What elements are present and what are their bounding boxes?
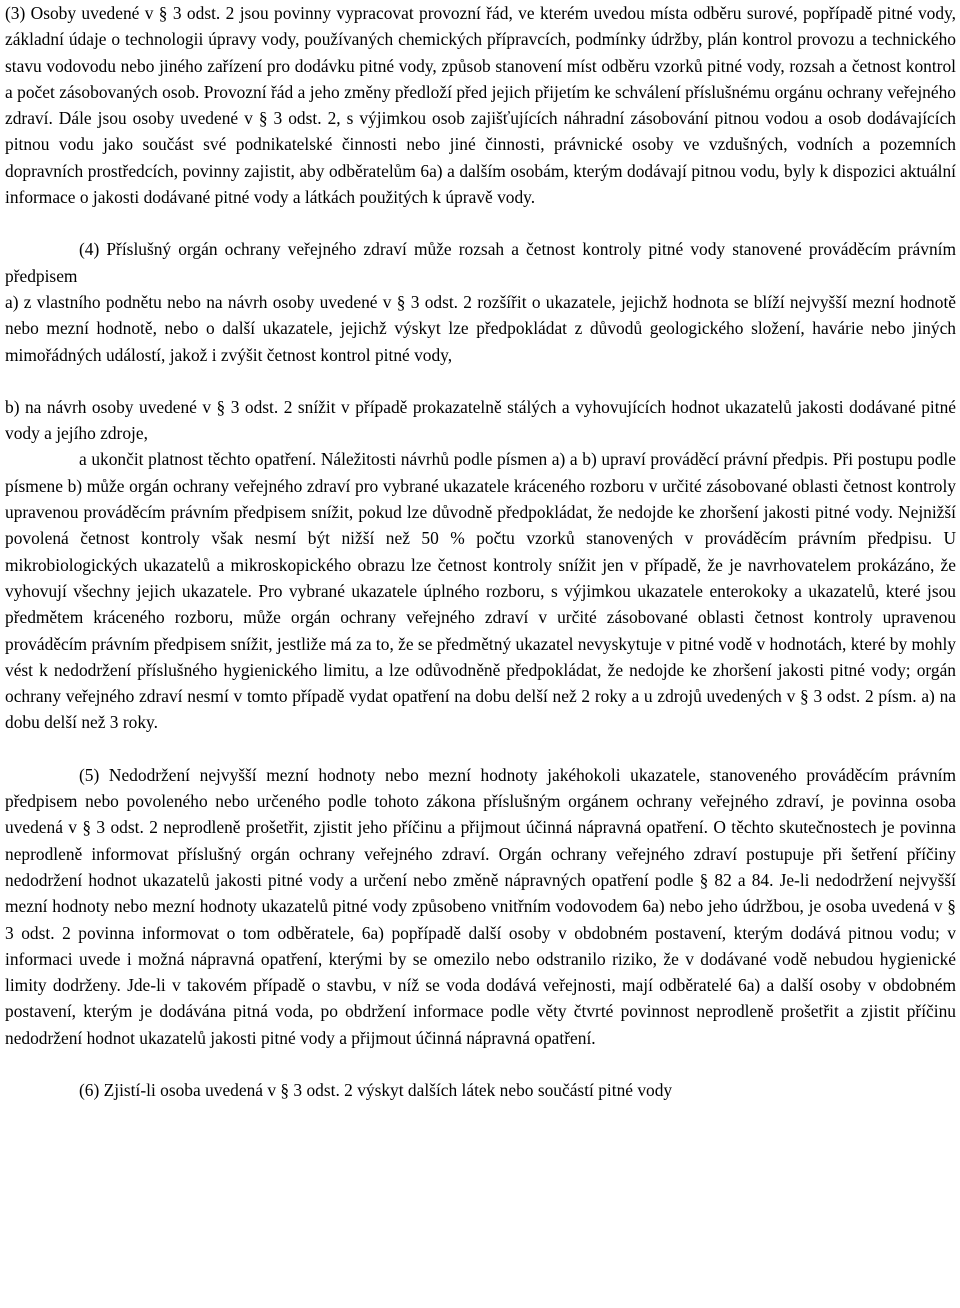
- paragraph-gap: [5, 736, 956, 762]
- paragraph-4-intro: (4) Příslušný orgán ochrany veřejného zdraví může rozsah a četnost kontroly pitné vody stanovené prováděcím právním předpisem: [5, 239, 956, 286]
- paragraph-4-item-b: b) na návrh osoby uvedené v § 3 odst. 2 snížit v případě prokazatelně stálých a vyhovujících hodnot ukazatelů jakosti dodávané pitné vody a jejího zdroje,: [5, 396, 956, 444]
- paragraph-gap: [5, 210, 956, 236]
- paragraph-gap: [5, 1051, 956, 1077]
- paragraph-5: (5) Nedodržení nejvyšší mezní hodnoty nebo mezní hodnoty jakéhokoli ukazatele, stanoveného prováděcím právním předpisem nebo povoleného nebo určeného podle tohoto zákona příslušným orgánem ochrany veřejného zdraví, je povinna osoba uvedená v § 3 odst. 2 neprodleně prošetřit, zjistit jeho příčinu a přijmout účinná nápravná opatření. O těchto skutečnostech je povinna neprodleně informovat příslušný orgán ochrany veřejného zdraví. Orgán ochrany veřejného zdraví postupuje při šetření příčiny nedodržení hodnot ukazatelů jakosti pitné vody a určení nebo změně nápravných opatření podle § 82 a 84. Je-li nedodržení nejvyšší mezní hodnoty nebo mezní hodnoty ukazatelů pitné vody způsobeno vnitřním vodovodem 6a) nebo jeho údržbou, je osoba uvedená v § 3 odst. 2 povinna informovat o tom odběratele, 6a) popřípadě další osoby v obdobném postavení, kterým dodává pitnou vodu; v informaci uvede i možná nápravná opatření, kterými by se omezilo nebo odstranilo riziko, že v dodávané vodě nebudou hygienické limity dodrženy. Jde-li v takovém případě o stavbu, v níž se voda dodává veřejnosti, mají odběratelé 6a) a další osoby v obdobném postavení, kterým je dodávána pitná voda, po obdržení informace podle věty čtvrté povinnost neprodleně prošetřit a zjistit příčinu nedodržení hodnot ukazatelů jakosti pitné vody a přijmout účinná nápravná opatření.: [5, 764, 956, 1048]
- paragraph-gap: [5, 368, 956, 394]
- document-page: [5, 0, 956, 1103]
- paragraph-4-continuation: a ukončit platnost těchto opatření. Náležitosti návrhů podle písmen a) a b) upraví prováděcí právní předpis. Při postupu podle písmene b) může orgán ochrany veřejného zdraví pro vybrané ukazatele kráceného rozboru v určité zásobované oblasti četnost kontroly upravenou prováděcím právním předpisem snížit, pokud lze důvodně předpokládat, že nedojde ke zhoršení jakosti pitné vody. Nejnižší povolená četnost kontroly však nesmí být nižší než 50 % počtu vzorků stanovených v prováděcím právním předpisu. U mikrobiologických ukazatelů a mikroskopického obrazu lze četnost kontroly snížit jen v případě, že je navrhovatelem prokázáno, že vyhovují všechny jejich ukazatele. Pro vybrané ukazatele úplného rozboru, s výjimkou ukazatele enterokoky a ukazatelů, které jsou předmětem kráceného rozboru, může orgán ochrany veřejného zdraví v určité zásobované oblasti četnost kontroly upravenou prováděcím právním předpisem snížit, jestliže má za to, že se předmětný ukazatel nevyskytuje v pitné vodě v hodnotách, které by mohly vést k nedodržení příslušného hygienického limitu, a lze odůvodněně předpokládat, že nedojde ke zhoršení jakosti pitné vody; orgán ochrany veřejného zdraví nesmí v tomto případě vydat opatření na dobu delší než 2 roky a u zdrojů uvedených v § 3 odst. 2 písm. a) na dobu delší než 3 roky.: [5, 449, 956, 733]
- paragraph-6: (6) Zjistí-li osoba uvedená v § 3 odst. 2 výskyt dalších látek nebo součástí pitné vody: [79, 1079, 673, 1100]
- paragraph-3: (3) Osoby uvedené v § 3 odst. 2 jsou povinny vypracovat provozní řád, ve kterém uvedou místa odběru surové, popřípadě pitné vody, základní údaje o technologii úpravy vody, používaných chemických přípravcích, podmínky údržby, plán kontrol provozu a technického stavu vodovodu nebo jiného zařízení pro dodávku pitné vody, způsob stanovení míst odběru vzorků pitné vody, rozsah a četnost kontrol a počet zásobovaných osob. Provozní řád a jeho změny předloží před jejich přijetím ke schválení příslušnému orgánu ochrany veřejného zdraví. Dále jsou osoby uvedené v § 3 odst. 2, s výjimkou osob zajišťujících náhradní zásobování pitnou vodou a osob dodávajících pitnou vodu jako součást své podnikatelské činnosti nebo jiné činnosti, právnické osoby ve vzdušných, vodních a pozemních dopravních prostředcích, povinny zajistit, aby odběratelům 6a) a dalším osobám, kterým dodávají pitnou vodu, byly k dispozici aktuální informace o jakosti dodávané pitné vody a látkách použitých k úpravě vody.: [5, 3, 956, 208]
- paragraph-4-item-a: a) z vlastního podnětu nebo na návrh osoby uvedené v § 3 odst. 2 rozšířit o ukazatele, jejichž hodnota se blíží nejvyšší mezní hodnotě nebo mezní hodnotě, nebo o další ukazatele, jejichž výskyt lze předpokládat z důvodů geologického složení, havárie nebo jiných mimořádných událostí, jakož i zvýšit četnost kontrol pitné vody,: [5, 291, 956, 365]
